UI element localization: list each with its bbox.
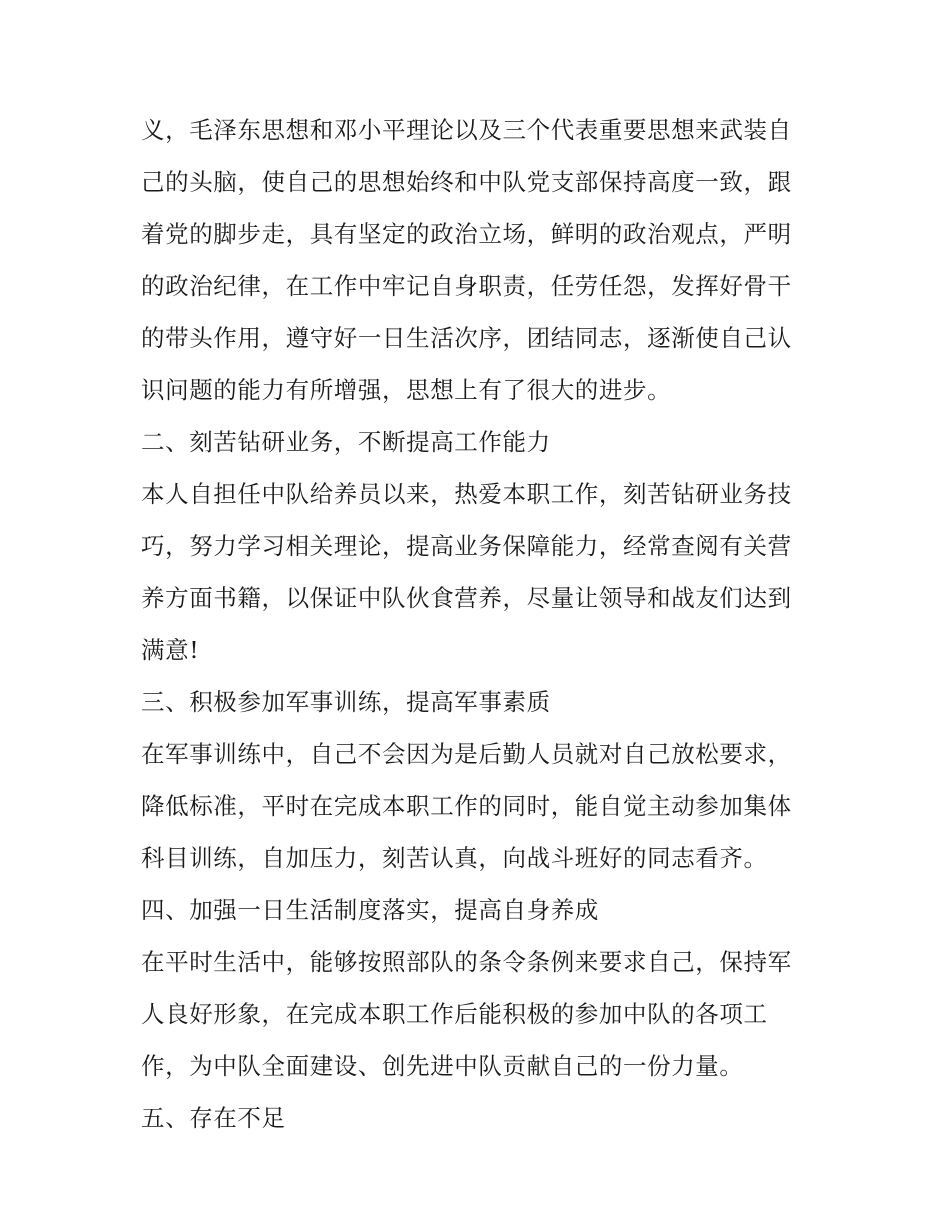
text-line: 识问题的能力有所增强，思想上有了很大的进步。 [141, 376, 672, 404]
section-heading: 四、加强一日生活制度落实，提高自身养成 [141, 896, 599, 924]
text-line: 的带头作用，遵守好一日生活次序，团结同志，逐渐使自己认 [141, 324, 792, 352]
text-line: 降低标准，平时在完成本职工作的同时，能自觉主动参加集体 [141, 792, 792, 820]
text-line: 人良好形象，在完成本职工作后能积极的参加中队的各项工 [141, 1000, 768, 1028]
text-line: 己的头脑，使自己的思想始终和中队党支部保持高度一致，跟 [141, 168, 792, 196]
text-line: 着党的脚步走，具有坚定的政治立场，鲜明的政治观点，严明 [141, 220, 792, 248]
text-line: 义，毛泽东思想和邓小平理论以及三个代表重要思想来武装自 [141, 116, 792, 144]
text-line: 作，为中队全面建设、创先进中队贡献自己的一份力量。 [141, 1052, 744, 1080]
text-line: 养方面书籍，以保证中队伙食营养，尽量让领导和战友们达到 [141, 584, 792, 612]
section-heading: 二、刻苦钻研业务，不断提高工作能力 [141, 428, 551, 456]
section-heading: 三、积极参加军事训练，提高军事素质 [141, 688, 551, 716]
text-line: 本人自担任中队给养员以来，热爱本职工作，刻苦钻研业务技 [141, 480, 792, 508]
text-line: 巧，努力学习相关理论，提高业务保障能力，经常查阅有关营 [141, 532, 792, 560]
text-line: 在平时生活中，能够按照部队的条令条例来要求自己，保持军 [141, 948, 792, 976]
section-heading: 五、存在不足 [141, 1104, 286, 1132]
document-body [141, 104, 821, 1144]
text-line: 满意! [141, 636, 200, 664]
text-line: 科目训练，自加压力，刻苦认真，向战斗班好的同志看齐。 [141, 844, 768, 872]
text-line: 在军事训练中，自己不会因为是后勤人员就对自己放松要求， [141, 740, 792, 768]
text-line: 的政治纪律，在工作中牢记自身职责，任劳任怨，发挥好骨干 [141, 272, 792, 300]
